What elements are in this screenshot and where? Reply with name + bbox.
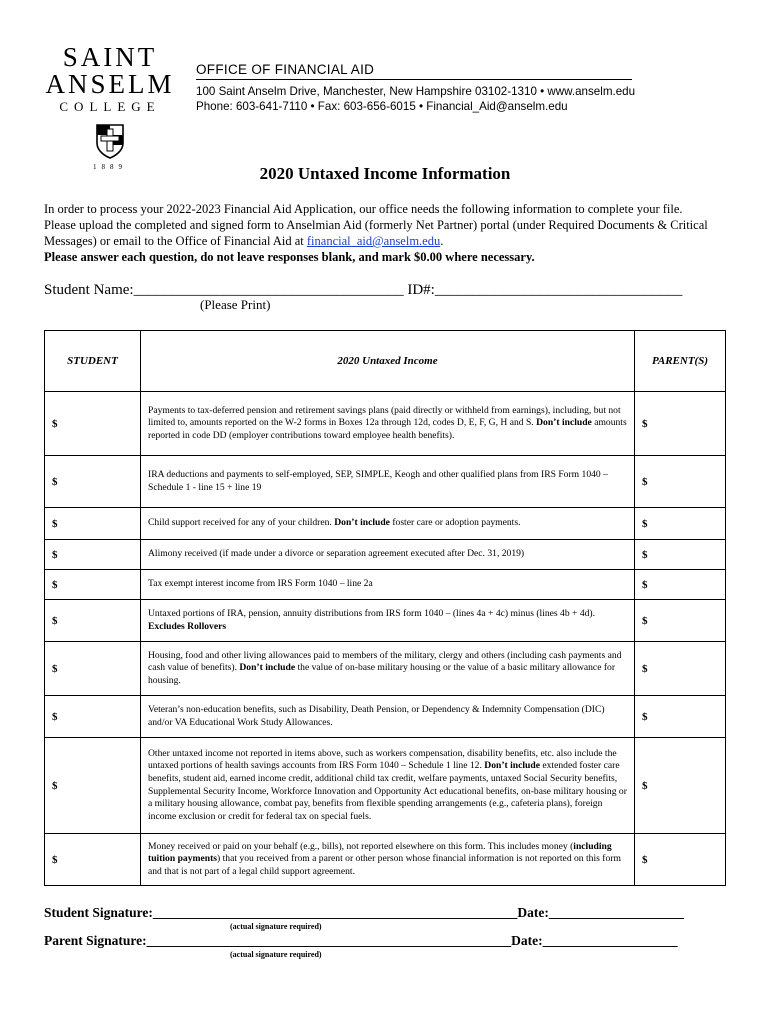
- parent-amount-field[interactable]: $: [635, 456, 726, 508]
- parent-amount-field[interactable]: $: [635, 738, 726, 834]
- parent-amount-field[interactable]: $: [635, 834, 726, 886]
- income-description: Veteran’s non-education benefits, such as Disability, Death Pension, or Dependency & Indemnity Compensation (DIC) and/or VA Educational Work Study Allowances.: [141, 696, 635, 738]
- table-row: [45, 738, 726, 834]
- table-row: [45, 600, 726, 642]
- income-description: Housing, food and other living allowances paid to members of the military, clergy and others (including cash payments and cash value of benefits). Don’t include the value of on-base military housing or the value of a basic military allowance for housing.: [141, 642, 635, 696]
- parent-signature-label: Parent Signature:: [44, 933, 147, 948]
- student-amount-field[interactable]: $: [45, 392, 141, 456]
- student-name-field[interactable]: ____________________________________: [133, 282, 404, 298]
- income-description: Tax exempt interest income from IRS Form 1040 – line 2a: [141, 570, 635, 600]
- student-name-id-line: [44, 282, 682, 299]
- student-id-field[interactable]: _________________________________: [434, 282, 683, 298]
- student-signature-line: [44, 905, 684, 921]
- table-row: [45, 508, 726, 540]
- office-title: OFFICE OF FINANCIAL AID: [196, 62, 375, 77]
- student-name-label: Student Name:: [44, 282, 134, 298]
- parent-amount-field[interactable]: $: [635, 642, 726, 696]
- table-row: [45, 540, 726, 570]
- income-description: Money received or paid on your behalf (e.g., bills), not reported elsewhere on this form. This includes money (including tuition payments) that you received from a parent or other person whose financial information is not reported on this form and that is not part of a legal child support agreement.: [141, 834, 635, 886]
- financial-aid-email-link[interactable]: financial_aid@anselm.edu: [306, 234, 441, 248]
- parent-column-header: PARENT(S): [635, 331, 726, 392]
- student-amount-field[interactable]: $: [45, 642, 141, 696]
- table-row: [45, 642, 726, 696]
- office-contact: Phone: 603-641-7110 • Fax: 603-656-6015 • Financial_Aid@anselm.edu: [196, 100, 568, 113]
- parent-amount-field[interactable]: $: [635, 600, 726, 642]
- college-crest-icon: [95, 123, 125, 159]
- office-header: [196, 62, 634, 114]
- table-row: [45, 392, 726, 456]
- income-description: Payments to tax-deferred pension and retirement savings plans (paid directly or withheld from earnings), including, but not limited to, amounts reported on the W-2 forms in Boxes 12a through 12d, codes D, E, F, G, H and S. Don’t include amounts reported in code DD (employer contributions toward employee health benefits).: [141, 392, 635, 456]
- college-logo: [44, 44, 176, 171]
- parent-date-label: Date:: [511, 933, 543, 948]
- table-row: [45, 570, 726, 600]
- parent-amount-field[interactable]: $: [635, 570, 726, 600]
- table-row: [45, 834, 726, 886]
- parent-signature-field[interactable]: ______________________________________________________: [146, 933, 512, 948]
- income-description: Child support received for any of your children. Don’t include foster care or adoption payments.: [141, 508, 635, 540]
- intro-line-2: Please upload the completed and signed form to Anselmian Aid (formerly Net Partner) portal (under Required Documents & Critical: [44, 218, 708, 232]
- parent-amount-field[interactable]: $: [635, 392, 726, 456]
- intro-line-3: [44, 233, 734, 249]
- student-amount-field[interactable]: $: [45, 738, 141, 834]
- student-id-label: ID#:: [403, 282, 435, 298]
- intro-paragraph: [44, 201, 734, 265]
- intro-line-3-text: Messages) or email to the Office of Financial Aid at: [44, 234, 307, 248]
- student-signature-note: (actual signature required): [230, 922, 322, 931]
- please-print-note: (Please Print): [200, 297, 271, 312]
- header-divider: [196, 79, 632, 80]
- student-amount-field[interactable]: $: [45, 456, 141, 508]
- student-amount-field[interactable]: $: [45, 570, 141, 600]
- income-description: Untaxed portions of IRA, pension, annuity distributions from IRS form 1040 – (lines 4a + 4c) minus (lines 4b + 4d). Excludes Rollovers: [141, 600, 635, 642]
- parent-amount-field[interactable]: $: [635, 540, 726, 570]
- student-amount-field[interactable]: $: [45, 696, 141, 738]
- logo-founding-year: 1889: [93, 163, 127, 171]
- student-date-field[interactable]: ____________________: [548, 905, 684, 920]
- intro-line-3-end: .: [440, 234, 444, 248]
- student-column-header: STUDENT: [45, 331, 141, 392]
- intro-line-1: In order to process your 2022-2023 Financial Aid Application, our office needs the following information to complete your file.: [44, 202, 683, 216]
- student-amount-field[interactable]: $: [45, 540, 141, 570]
- table-row: [45, 456, 726, 508]
- student-date-label: Date:: [517, 905, 549, 920]
- untaxed-income-table: [44, 330, 726, 886]
- parent-amount-field[interactable]: $: [635, 696, 726, 738]
- logo-line-saint: SAINT: [62, 42, 158, 72]
- student-amount-field[interactable]: $: [45, 600, 141, 642]
- table-header-row: [45, 331, 726, 392]
- logo-line-anselm: ANSELM: [45, 69, 175, 99]
- student-amount-field[interactable]: $: [45, 834, 141, 886]
- student-amount-field[interactable]: $: [45, 508, 141, 540]
- student-signature-field[interactable]: ______________________________________________________: [152, 905, 518, 920]
- parent-signature-line: [44, 933, 678, 949]
- parent-date-field[interactable]: ____________________: [542, 933, 678, 948]
- income-description: Alimony received (if made under a divorce or separation agreement executed after Dec. 31, 2019): [141, 540, 635, 570]
- student-signature-label: Student Signature:: [44, 905, 153, 920]
- document-title: 2020 Untaxed Income Information: [259, 164, 511, 183]
- table-row: [45, 696, 726, 738]
- income-description: IRA deductions and payments to self-employed, SEP, SIMPLE, Keogh and other qualified plans from IRS Form 1040 – Schedule 1 - line 15 + line 19: [141, 456, 635, 508]
- income-description: Other untaxed income not reported in items above, such as workers compensation, disability benefits, etc. also include the untaxed portions of health savings accounts from IRS Form 1040 – Schedule 1 line 12. Don’t include extended foster care benefits, student aid, earned income credit, additional child tax credit, welfare payments, untaxed Social Security benefits, Supplemental Security Income, Workforce Innovation and Opportunity Act educational benefits, on-base military housing or a military housing allowance, combat pay, benefits from flexible spending arrangements (e.g., cafeteria plans), foreign income exclusion or credit for federal tax on special fuels.: [141, 738, 635, 834]
- logo-line-college: COLLEGE: [59, 99, 161, 114]
- parent-signature-note: (actual signature required): [230, 950, 322, 959]
- parent-amount-field[interactable]: $: [635, 508, 726, 540]
- instruction-line: Please answer each question, do not leave responses blank, and mark $0.00 where necessary.: [44, 250, 535, 264]
- office-address: 100 Saint Anselm Drive, Manchester, New Hampshire 03102-1310 • www.anselm.edu: [196, 85, 636, 98]
- income-column-header: 2020 Untaxed Income: [141, 331, 635, 392]
